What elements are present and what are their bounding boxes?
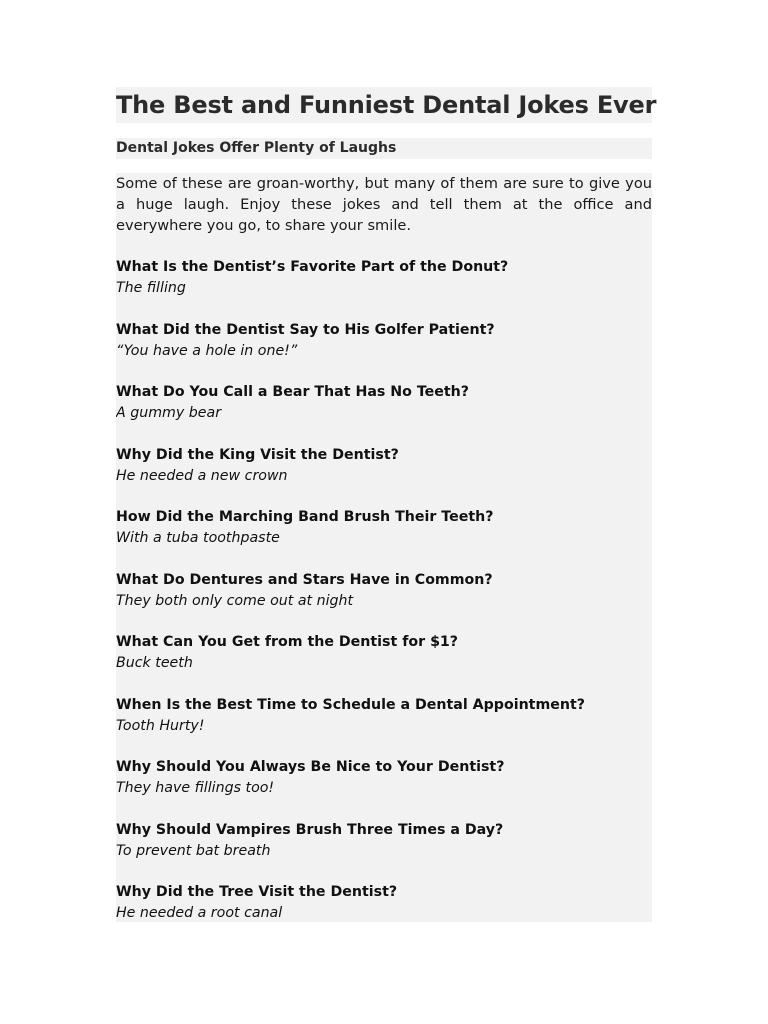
joke-item <box>116 382 652 445</box>
joke-question: Why Did the King Visit the Dentist? <box>116 446 399 463</box>
joke-item <box>116 570 652 633</box>
joke-question: What Can You Get from the Dentist for $1? <box>116 634 459 650</box>
joke-answer: A gummy bear <box>116 405 222 421</box>
joke-answer: To prevent bat breath <box>116 842 271 859</box>
joke-question: Why Should Vampires Brush Three Times a Day? <box>116 821 504 838</box>
joke-answer: He needed a root canal <box>116 905 283 921</box>
joke-item <box>116 445 652 508</box>
joke-answer: Tooth Hurty! <box>116 717 205 734</box>
joke-list <box>116 257 652 945</box>
joke-answer: “You have a hole in one!” <box>116 342 298 359</box>
joke-question: What Do Dentures and Stars Have in Common? <box>116 571 493 588</box>
joke-answer: With a tuba toothpaste <box>116 530 280 546</box>
title-block <box>116 87 657 123</box>
joke-item <box>116 695 652 758</box>
joke-item <box>116 320 652 383</box>
section-heading: Dental Jokes Offer Plenty of Laughs <box>116 140 397 156</box>
joke-question: What Is the Dentist’s Favorite Part of the Donut? <box>116 259 509 275</box>
joke-answer: He needed a new crown <box>116 467 288 484</box>
joke-question: Why Did the Tree Visit the Dentist? <box>116 884 398 900</box>
joke-question: When Is the Best Time to Schedule a Dental Appointment? <box>116 696 585 713</box>
joke-item <box>116 882 652 945</box>
joke-answer: They have fillings too! <box>116 780 275 796</box>
page-title: The Best and Funniest Dental Jokes Ever <box>116 91 657 119</box>
joke-answer: The filling <box>116 280 186 296</box>
joke-item <box>116 257 652 320</box>
joke-item <box>116 757 652 820</box>
joke-question: How Did the Marching Band Brush Their Teeth? <box>116 509 494 525</box>
joke-item <box>116 507 652 570</box>
body-block <box>116 173 652 922</box>
intro-paragraph: Some of these are groan-worthy, but many of them are sure to give you a huge laugh. Enjoy these jokes and tell them at the office and everywhere you go, to share your smile. <box>116 175 652 234</box>
joke-item <box>116 632 652 695</box>
joke-question: What Do You Call a Bear That Has No Teeth? <box>116 384 469 400</box>
subtitle-block <box>116 138 652 159</box>
joke-answer: Buck teeth <box>116 655 193 671</box>
joke-question: What Did the Dentist Say to His Golfer Patient? <box>116 321 495 338</box>
joke-item <box>116 820 652 883</box>
joke-answer: They both only come out at night <box>116 592 354 609</box>
joke-question: Why Should You Always Be Nice to Your Dentist? <box>116 759 505 775</box>
